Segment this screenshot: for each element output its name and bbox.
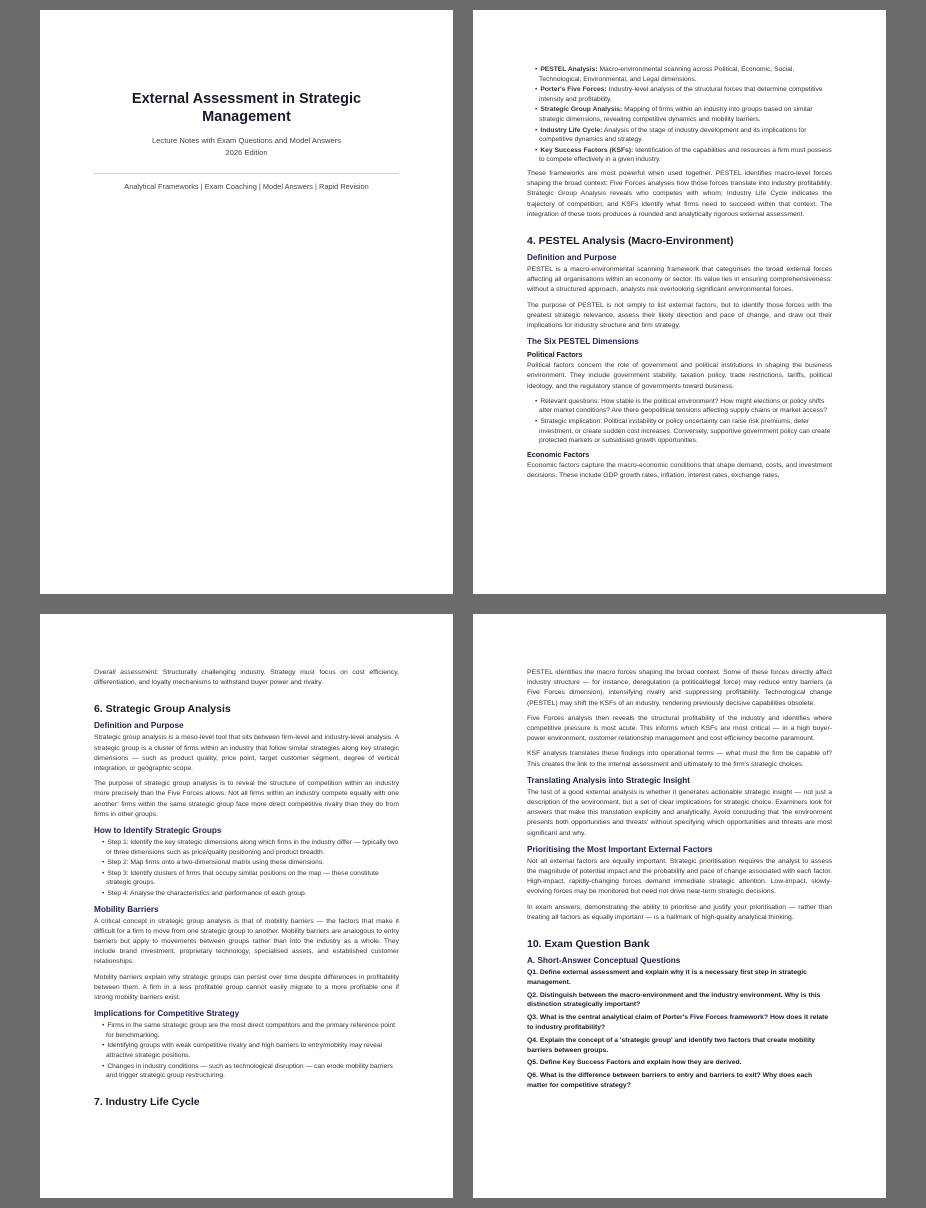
identify-groups-heading: How to Identify Strategic Groups bbox=[94, 826, 222, 836]
list-item-text: Analysis of the stage of industry development and its implications for competitive dynamics and strategy. bbox=[539, 126, 807, 144]
list-item-text: Identification of the capabilities and resources a firm must possess to compete effectively in a given industry. bbox=[539, 146, 832, 164]
overall-assessment-label: Overall assessment: bbox=[94, 669, 159, 676]
paragraph: Economic factors capture the macro-economic conditions that shape demand, costs, and investment decisions. These include GDP growth rates, inflation, interest rates, exchange rates, bbox=[527, 461, 832, 479]
list-item bbox=[527, 65, 832, 84]
document-subtitle: Lecture Notes with Exam Questions and Model Answers bbox=[151, 136, 342, 145]
political-list bbox=[527, 397, 832, 446]
list-item bbox=[527, 85, 832, 104]
section-6-title: 6. Strategic Group Analysis bbox=[94, 703, 231, 716]
six-dimensions-heading: The Six PESTEL Dimensions bbox=[527, 337, 639, 347]
implications-heading: Implications for Competitive Strategy bbox=[94, 1009, 240, 1019]
economic-factors-heading: Economic Factors bbox=[527, 449, 590, 459]
exam-question: Q1. Define external assessment and explain why it is a necessary first step in strategic management. bbox=[527, 969, 807, 986]
list-item-label: Industry Life Cycle: bbox=[540, 126, 603, 134]
list-item-label: Porter's Five Forces: bbox=[540, 86, 607, 94]
list-item: • Identifying groups with weak competitive rivalry and high barriers to entry/mobility may reveal attractive strategic positions. bbox=[94, 1041, 399, 1060]
cover-block bbox=[94, 90, 399, 191]
mobility-barriers-heading: Mobility Barriers bbox=[94, 904, 159, 914]
paragraph: Not all external factors are equally important. Strategic prioritisation requires the analyst to assess the magnitude of potential impact and the probability and pace of change associated with each factor. High-impact, rapidly-changing forces demand immediate strategic attention. Low-impact, slowly-evolving forces may be monitored but need not drive near-term strategic decisions. bbox=[527, 857, 832, 896]
page-3 bbox=[40, 614, 453, 1198]
section-7-title: 7. Industry Life Cycle bbox=[94, 1095, 200, 1108]
list-item: • Strategic implication: Political instability or policy uncertainty can raise risk premiums, deter investment, or create sudden cost increases. Conversely, supportive government policy can create protected markets or subsidised growth opportunities. bbox=[527, 417, 832, 446]
page-4-content bbox=[527, 668, 832, 1094]
paragraph: PESTEL identifies the macro forces shaping the broad context. Some of these forces directly affect industry structure — for instance, deregulation (a political/legal force) may reduce entry barriers (a Five Forces dimension), intensifying rivalry and suppressing profitability. Technological change (PESTEL) may shift the KSFs of an industry, rendering previously decisive capabilities obsolete. bbox=[527, 669, 832, 707]
framework-list bbox=[527, 65, 832, 165]
list-item bbox=[527, 146, 832, 165]
paragraph: KSF analysis translates these findings into operational terms — what must the firm be capable of? This creates the link to the internal assessment and ultimately to the firm's strategic choices. bbox=[527, 750, 832, 768]
cover-tags: Analytical Frameworks | Exam Coaching | Model Answers | Rapid Revision bbox=[124, 182, 369, 191]
prioritising-heading: Prioritising the Most Important External Factors bbox=[527, 844, 713, 854]
list-item-text: Macro-environmental scanning across Political, Economic, Social, Technological, Environmental, and Legal dimensions. bbox=[539, 66, 795, 83]
list-item-text: Industry-level analysis of the structural forces that determine competitive intensity and profitability. bbox=[539, 86, 823, 103]
exam-question: Q5. Define Key Success Factors and explain how they are derived. bbox=[527, 1059, 742, 1067]
cover-divider bbox=[94, 173, 399, 174]
page-2-content bbox=[527, 65, 832, 481]
list-item bbox=[527, 126, 832, 145]
short-answer-heading: A. Short-Answer Conceptual Questions bbox=[527, 956, 681, 966]
political-factors-heading: Political Factors bbox=[527, 350, 583, 360]
paragraph: Five Forces analysis then reveals the structural profitability of the industry and identifies where competitive pressure is most acute. This informs which KSFs are most critical — in a high buyer-power environment, customer relationship management and cost efficiency become paramount. bbox=[527, 714, 832, 743]
list-item-label: PESTEL Analysis: bbox=[540, 66, 598, 73]
list-item: • Step 2: Map firms onto a two-dimensional matrix using these dimensions. bbox=[94, 858, 399, 868]
exam-question: Q6. What is the difference between barriers to entry and barriers to exit? Why does each matter for competitive strategy? bbox=[527, 1072, 813, 1090]
list-item-label: Key Success Factors (KSFs): bbox=[540, 146, 634, 154]
steps-list bbox=[94, 838, 399, 899]
paragraph: The purpose of strategic group analysis is to reveal the structure of competition within an industry more precisely than the Five Forces allows. Not all firms within an industry compete equally with one another: firms within the same strategic group face more direct competitive rivalry than they do from firms in other groups. bbox=[94, 780, 399, 818]
sga-definition-heading: Definition and Purpose bbox=[94, 721, 184, 731]
list-item: • Step 3: Identify clusters of firms that occupy similar positions on the map — these constitute strategic groups. bbox=[94, 869, 399, 888]
overall-assessment bbox=[94, 668, 399, 688]
exam-question: Q4. Explain the concept of a 'strategic group' and identify two factors that create mobility barriers between groups. bbox=[527, 1036, 815, 1054]
list-item-text: Mapping of firms within an industry into groups based on similar strategic dimensions, revealing competitive dynamics and mobility barriers. bbox=[539, 106, 813, 123]
section-4-title: 4. PESTEL Analysis (Macro-Environment) bbox=[527, 234, 734, 247]
document-title: External Assessment in Strategic Management bbox=[131, 91, 362, 125]
page-1-cover bbox=[40, 10, 453, 594]
page-4 bbox=[473, 614, 886, 1198]
list-item: • Step 1: Identify the key strategic dimensions along which firms in the industry differ — typically two or three dimensions such as price/quality positioning and product breadth. bbox=[94, 838, 399, 857]
paragraph: The purpose of PESTEL is not simply to list external factors, but to identify those forces with the greatest strategic relevance, assess their likely direction and pace of change, and draw out their implications for industry structure and firm strategy. bbox=[527, 301, 832, 329]
paragraph: The test of a good external analysis is whether it generates actionable strategic insight — not just a description of the environment, but a set of clear implications for strategic choice. Examiners look for answers that make this translation explicitly and analytically. Avoid concluding that 'the environment presents both opportunities and threats' without specifying which opportunities and threats are most significant and why. bbox=[527, 788, 832, 837]
page-3-content bbox=[94, 668, 399, 1114]
translating-heading: Translating Analysis into Strategic Insight bbox=[527, 775, 691, 785]
pestel-definition-heading: Definition and Purpose bbox=[527, 252, 617, 262]
paragraph: A critical concept in strategic group analysis is that of mobility barriers — the factors that make it difficult for a firm to move from one strategic group to another. Mobility barriers are analogous to entry barriers but apply to movements between groups rather than into the industry as a whole. They include brand investment, proprietary technology, specialised assets, and established customer relationships. bbox=[94, 917, 399, 966]
paragraph: PESTEL is a macro-environmental scanning framework that categorises the broad external forces affecting all organisations within an economy or sector. Its value lies in ensuring comprehensiveness: without a structured approach, analysts risk overlooking significant environmental forces. bbox=[527, 265, 832, 294]
edition-label: 2026 Edition bbox=[225, 148, 268, 157]
paragraph: Strategic group analysis is a meso-level tool that sits between firm-level and industry-level analysis. A strategic group is a cluster of firms within an industry that follow similar strategies along key strategic dimensions — such as product quality, price point, target customer segment, degree of vertical integration, or geographic scope. bbox=[94, 734, 399, 773]
page-2 bbox=[473, 10, 886, 594]
paragraph: Political factors concern the role of government and political institutions in shaping the business environment. They include government stability, taxation policy, trade restrictions, tariffs, political ideology, and the regulatory stance of governments toward business. bbox=[527, 362, 832, 390]
overall-assessment-text: Structurally challenging industry. Strategy must focus on cost efficiency, differentiation, and loyalty mechanisms to withstand buyer power and rivalry. bbox=[94, 669, 399, 687]
exam-question: Q2. Distinguish between the macro-environment and the industry environment. Why is this distinction strategically important? bbox=[527, 991, 821, 1009]
list-item: • Step 4: Analyse the characteristics and performance of each group. bbox=[94, 889, 399, 899]
implications-list bbox=[94, 1021, 399, 1081]
list-item bbox=[527, 105, 832, 124]
frameworks-summary: These frameworks are most powerful when used together. PESTEL identifies macro-level forces shaping the broad context; Five Forces analyses how those forces translate into industry profitability; Strategic Group Analysis reveals who competes with whom; Industry Life Cycle indicates the trajectory of competition; and KSFs identify what firms need to succeed within that context. The integration of these tools produces a rounded and analytically rigorous external assessment. bbox=[527, 169, 832, 218]
list-item: • Firms in the same strategic group are the most direct competitors and the primary reference point for benchmarking. bbox=[94, 1021, 399, 1040]
list-item: • Relevant questions: How stable is the political environment? How might elections or policy shifts alter market conditions? Are there geopolitical tensions affecting supply chains or market access? bbox=[527, 397, 832, 416]
exam-question: Q3. What is the central analytical claim of Porter's Five Forces framework? How does it relate to industry profitability? bbox=[527, 1014, 829, 1032]
section-10-title: 10. Exam Question Bank bbox=[527, 938, 650, 951]
paragraph: In exam answers, demonstrating the ability to prioritise and justify your prioritisation — rather than treating all factors as equally important — is a hallmark of high-quality analytical thinking. bbox=[527, 903, 832, 921]
list-item-label: Strategic Group Analysis: bbox=[540, 106, 623, 114]
list-item: • Changes in industry conditions — such as technological disruption — can erode mobility barriers and trigger strategic group restructuring. bbox=[94, 1062, 399, 1081]
paragraph: Mobility barriers explain why strategic groups can persist over time despite differences in profitability between them. A firm in a less profitable group cannot easily migrate to a more profitable one if strong mobility barriers exist. bbox=[94, 973, 399, 1002]
